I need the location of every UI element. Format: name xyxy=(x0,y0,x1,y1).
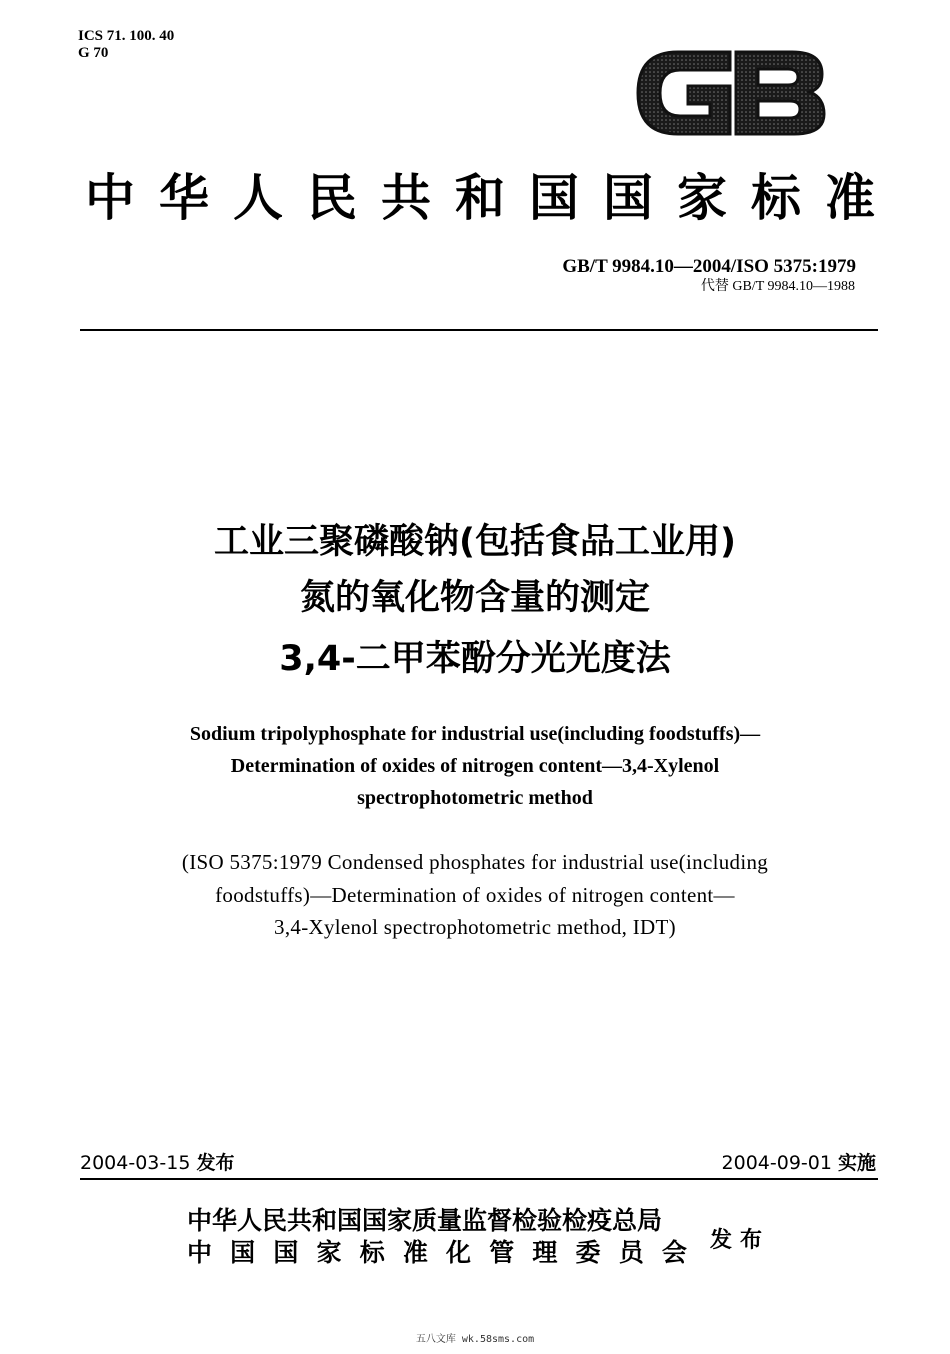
agency-char: 理 xyxy=(532,1238,558,1267)
title-en-line-3: spectrophotometric method xyxy=(357,787,593,809)
iso-note-line-1: (ISO 5375:1979 Condensed phosphates for industrial use(including xyxy=(181,850,769,874)
agency-aqsiq: 中华人民共和国国家质量监督检验检疫总局 xyxy=(187,1206,663,1235)
footer-watermark: 五八文库 wk.58sms.com xyxy=(415,1334,535,1345)
agency-char: 标 xyxy=(359,1238,385,1267)
title-char: 家 xyxy=(677,168,727,227)
title-char: 国 xyxy=(529,168,579,227)
agency-char: 会 xyxy=(661,1238,687,1267)
agency-char: 委 xyxy=(575,1238,601,1267)
title-char: 共 xyxy=(381,168,431,227)
ccs-code: G 70 xyxy=(78,45,109,61)
agency-char: 化 xyxy=(446,1238,472,1267)
bottom-divider xyxy=(80,1178,878,1180)
title-char: 和 xyxy=(455,168,505,227)
issue-date xyxy=(80,1151,234,1175)
gb-logo-graphic xyxy=(632,38,828,148)
national-standard-title xyxy=(80,168,880,228)
replaces-standard: 代替 GB/T 9984.10—1988 xyxy=(700,279,855,294)
agency-char: 国 xyxy=(273,1238,299,1267)
publish-label: 发布 xyxy=(710,1227,771,1253)
iso-note-line-2: foodstuffs)—Determination of oxides of nitrogen content— xyxy=(215,883,735,907)
standard-number: GB/T 9984.10—2004/ISO 5375:1979 xyxy=(562,256,856,277)
agency-char: 准 xyxy=(402,1238,428,1267)
title-char: 华 xyxy=(159,168,209,227)
title-char: 准 xyxy=(825,168,875,227)
ics-code: ICS 71. 100. 40 xyxy=(78,28,175,44)
implementation-date xyxy=(722,1151,876,1175)
title-cn-line-1: 工业三聚磷酸钠(包括食品工业用) xyxy=(214,522,736,562)
agency-char: 国 xyxy=(230,1238,256,1267)
implementation-date-value: 2004-09-01 xyxy=(721,1152,832,1174)
classification-codes xyxy=(78,28,174,62)
agency-char: 管 xyxy=(489,1238,515,1267)
agency-char: 家 xyxy=(316,1238,342,1267)
gb-logo xyxy=(632,38,828,148)
title-en-line-1: Sodium tripolyphosphate for industrial use(including foodstuffs)— xyxy=(189,723,761,745)
agency-char: 员 xyxy=(618,1238,644,1267)
title-char: 国 xyxy=(603,168,653,227)
iso-note-line-3: 3,4-Xylenol spectrophotometric method, IDT) xyxy=(274,915,676,939)
issue-date-value: 2004-03-15 xyxy=(80,1152,191,1174)
title-char: 标 xyxy=(751,168,801,227)
top-divider xyxy=(80,329,878,331)
title-char: 人 xyxy=(233,168,283,227)
implementation-date-label: 实施 xyxy=(837,1152,876,1174)
issue-date-label: 发布 xyxy=(196,1152,235,1174)
title-en-line-2: Determination of oxides of nitrogen content—3,4-Xylenol xyxy=(230,755,720,777)
agency-sac xyxy=(187,1238,687,1268)
title-char: 民 xyxy=(307,168,357,227)
agency-char: 中 xyxy=(187,1238,213,1267)
title-cn-line-3: 3,4-二甲苯酚分光光度法 xyxy=(279,639,671,679)
title-char: 中 xyxy=(85,168,135,227)
title-cn-line-2: 氮的氧化物含量的测定 xyxy=(299,578,650,618)
